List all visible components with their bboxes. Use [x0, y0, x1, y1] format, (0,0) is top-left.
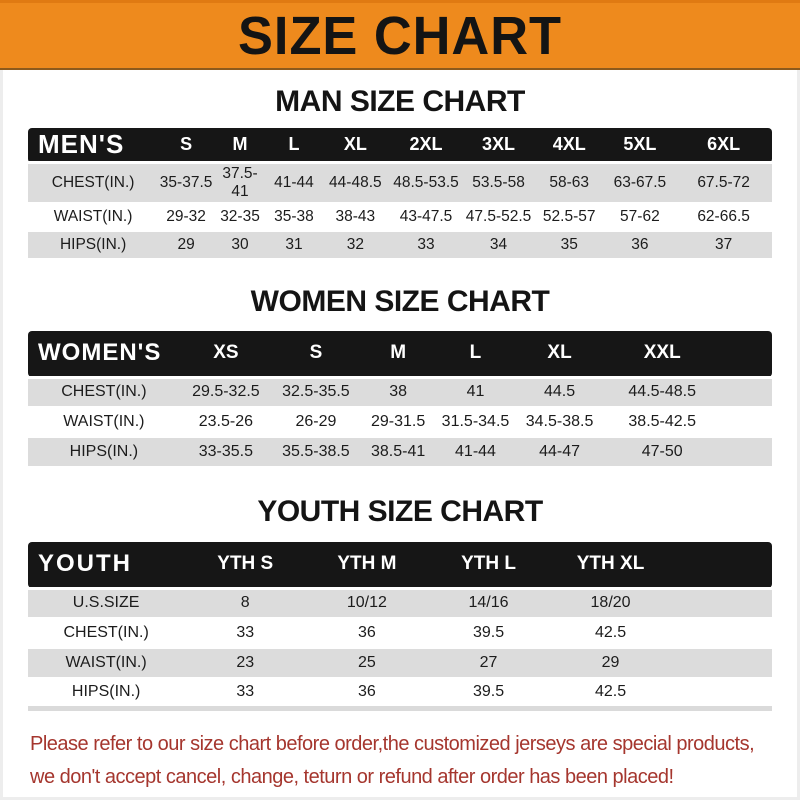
- measurement-row: [28, 377, 772, 407]
- size-column-header: S: [158, 128, 214, 163]
- measurement-row: [28, 437, 772, 467]
- size-value-cell: 67.5-72: [675, 163, 772, 204]
- size-header-row: [28, 542, 772, 588]
- size-value-cell: 58-63: [534, 163, 605, 204]
- size-value-cell: 18/20: [550, 588, 672, 618]
- table-corner-label: WOMEN'S: [28, 331, 180, 377]
- size-value-cell: 38-43: [322, 203, 389, 231]
- size-value-cell: 33: [389, 231, 463, 259]
- size-value-cell: 34.5-38.5: [515, 407, 605, 437]
- size-column-header: 5XL: [605, 128, 676, 163]
- row-spacer: [720, 407, 772, 437]
- women-section-heading: WOMEN SIZE CHART: [250, 285, 550, 318]
- size-header-row: [28, 331, 772, 377]
- youth-size-table: [28, 542, 772, 711]
- size-value-cell: 39.5: [428, 678, 550, 708]
- size-value-cell: 31: [266, 231, 322, 259]
- size-column-header: M: [214, 128, 266, 163]
- size-column-header: YTH XL: [550, 542, 672, 588]
- size-value-cell: 33-35.5: [180, 437, 272, 467]
- size-column-header: YTH M: [306, 542, 427, 588]
- measurement-row: [28, 648, 772, 678]
- youth-section-heading: YOUTH SIZE CHART: [257, 495, 543, 528]
- row-label: HIPS(IN.): [28, 437, 180, 467]
- order-disclaimer-note: [30, 728, 772, 794]
- measurement-row: [28, 678, 772, 708]
- row-label: WAIST(IN.): [28, 407, 180, 437]
- size-value-cell: 35-37.5: [158, 163, 214, 204]
- size-value-cell: 29-31.5: [360, 407, 437, 437]
- size-value-cell: 23: [184, 648, 306, 678]
- size-value-cell: 36: [306, 618, 427, 648]
- size-value-cell: 34: [463, 231, 534, 259]
- header-spacer: [672, 542, 772, 588]
- size-column-header: 2XL: [389, 128, 463, 163]
- size-column-header: 6XL: [675, 128, 772, 163]
- measurement-row: [28, 163, 772, 204]
- size-value-cell: 47.5-52.5: [463, 203, 534, 231]
- size-value-cell: 38.5-41: [360, 437, 437, 467]
- size-value-cell: 38: [360, 377, 437, 407]
- size-value-cell: 53.5-58: [463, 163, 534, 204]
- size-value-cell: 36: [605, 231, 676, 259]
- size-column-header: XXL: [605, 331, 720, 377]
- size-column-header: S: [272, 331, 360, 377]
- size-value-cell: 8: [184, 588, 306, 618]
- size-value-cell: 27: [428, 648, 550, 678]
- row-spacer: [720, 437, 772, 467]
- men-size-table: [28, 128, 772, 260]
- size-value-cell: 36: [306, 678, 427, 708]
- size-value-cell: 41: [436, 377, 514, 407]
- size-value-cell: 29.5-32.5: [180, 377, 272, 407]
- size-value-cell: 52.5-57: [534, 203, 605, 231]
- table-corner-label: YOUTH: [28, 542, 184, 588]
- size-value-cell: 37.5-41: [214, 163, 266, 204]
- size-value-cell: 32.5-35.5: [272, 377, 360, 407]
- measurement-row: [28, 231, 772, 259]
- size-value-cell: 30: [214, 231, 266, 259]
- size-value-cell: 33: [184, 678, 306, 708]
- row-label: U.S.SIZE: [28, 588, 184, 618]
- size-chart-banner: [0, 0, 800, 70]
- row-spacer: [672, 648, 772, 678]
- size-column-header: M: [360, 331, 437, 377]
- size-value-cell: 26-29: [272, 407, 360, 437]
- row-label: CHEST(IN.): [28, 618, 184, 648]
- size-value-cell: 42.5: [550, 678, 672, 708]
- size-column-header: 4XL: [534, 128, 605, 163]
- row-label: WAIST(IN.): [28, 648, 184, 678]
- size-value-cell: 44-48.5: [322, 163, 389, 204]
- size-value-cell: 35: [534, 231, 605, 259]
- size-value-cell: 33: [184, 618, 306, 648]
- banner-title: SIZE CHART: [238, 5, 562, 66]
- size-value-cell: 43-47.5: [389, 203, 463, 231]
- size-value-cell: 63-67.5: [605, 163, 676, 204]
- size-value-cell: 48.5-53.5: [389, 163, 463, 204]
- size-value-cell: 31.5-34.5: [436, 407, 514, 437]
- size-value-cell: 41-44: [266, 163, 322, 204]
- row-label: WAIST(IN.): [28, 203, 158, 231]
- size-column-header: 3XL: [463, 128, 534, 163]
- size-value-cell: 44-47: [515, 437, 605, 467]
- table-corner-label: MEN'S: [28, 128, 158, 163]
- size-column-header: YTH S: [184, 542, 306, 588]
- size-value-cell: 62-66.5: [675, 203, 772, 231]
- size-column-header: XS: [180, 331, 272, 377]
- size-value-cell: 57-62: [605, 203, 676, 231]
- size-value-cell: 41-44: [436, 437, 514, 467]
- size-value-cell: 32: [322, 231, 389, 259]
- size-value-cell: 47-50: [605, 437, 720, 467]
- women-size-table: [28, 331, 772, 468]
- size-value-cell: 38.5-42.5: [605, 407, 720, 437]
- size-value-cell: 29: [158, 231, 214, 259]
- size-value-cell: 25: [306, 648, 427, 678]
- row-label: HIPS(IN.): [28, 678, 184, 708]
- measurement-row: [28, 618, 772, 648]
- measurement-row: [28, 407, 772, 437]
- size-column-header: YTH L: [428, 542, 550, 588]
- disclaimer-line-1: Please refer to our size chart before order,the customized jerseys are special products,: [30, 732, 755, 755]
- size-value-cell: 29-32: [158, 203, 214, 231]
- row-label: HIPS(IN.): [28, 231, 158, 259]
- size-value-cell: 44.5-48.5: [605, 377, 720, 407]
- row-spacer: [672, 588, 772, 618]
- size-column-header: L: [266, 128, 322, 163]
- men-section-heading: MAN SIZE CHART: [275, 85, 525, 118]
- row-spacer: [672, 618, 772, 648]
- header-spacer: [720, 331, 772, 377]
- size-value-cell: 32-35: [214, 203, 266, 231]
- size-value-cell: 35-38: [266, 203, 322, 231]
- size-value-cell: 35.5-38.5: [272, 437, 360, 467]
- disclaimer-line-2: we don't accept cancel, change, teturn or refund after order has been placed!: [30, 765, 674, 788]
- size-value-cell: 10/12: [306, 588, 427, 618]
- size-column-header: XL: [515, 331, 605, 377]
- size-value-cell: 37: [675, 231, 772, 259]
- row-spacer: [720, 377, 772, 407]
- row-label: CHEST(IN.): [28, 377, 180, 407]
- row-label: CHEST(IN.): [28, 163, 158, 204]
- size-value-cell: 44.5: [515, 377, 605, 407]
- size-value-cell: 39.5: [428, 618, 550, 648]
- size-value-cell: 29: [550, 648, 672, 678]
- size-column-header: XL: [322, 128, 389, 163]
- row-spacer: [672, 678, 772, 708]
- size-value-cell: 23.5-26: [180, 407, 272, 437]
- measurement-row: [28, 203, 772, 231]
- measurement-row: [28, 588, 772, 618]
- size-header-row: [28, 128, 772, 163]
- size-value-cell: 42.5: [550, 618, 672, 648]
- size-value-cell: 14/16: [428, 588, 550, 618]
- size-column-header: L: [436, 331, 514, 377]
